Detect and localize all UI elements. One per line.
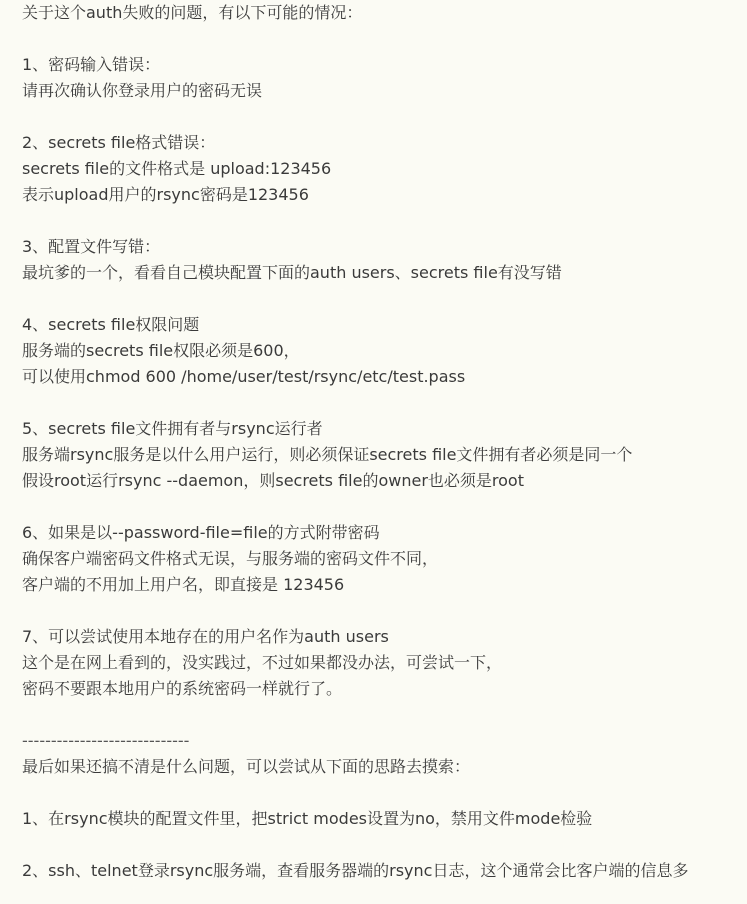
item-6-text-1: 确保客户端密码文件格式无误，与服务端的密码文件不同， <box>22 549 439 568</box>
document-body <box>22 0 744 884</box>
item-7-heading: 7、可以尝试使用本地存在的用户名作为auth users <box>22 627 389 646</box>
blank-line <box>22 286 744 312</box>
item-3-text: 最坑爹的一个，看看自己模块配置下面的auth users、secrets file有没写错 <box>22 263 562 282</box>
blank-line <box>22 702 744 728</box>
item-4-text-1: 服务端的secrets file权限必须是600， <box>22 341 300 360</box>
blank-line <box>22 598 744 624</box>
intro-text: 关于这个auth失败的问题，有以下可能的情况： <box>22 3 363 22</box>
item-6-text-2: 客户端的不用加上用户名，即直接是 123456 <box>22 575 345 594</box>
divider-dashes: ----------------------------- <box>22 731 190 750</box>
blank-line <box>22 832 744 858</box>
item-4-heading: 4、secrets file权限问题 <box>22 315 200 334</box>
troubleshoot-item-2: 2、ssh、telnet登录rsync服务端，查看服务器端的rsync日志，这个通常会比客户端的信息多 <box>22 861 689 880</box>
troubleshoot-intro: 最后如果还搞不清是什么问题，可以尝试从下面的思路去摸索： <box>22 757 471 776</box>
item-1-text: 请再次确认你登录用户的密码无误 <box>22 81 263 100</box>
item-5-text-1: 服务端rsync服务是以什么用户运行，则必须保证secrets file文件拥有者必须是同一个 <box>22 445 633 464</box>
blank-line <box>22 494 744 520</box>
item-5-heading: 5、secrets file文件拥有者与rsync运行者 <box>22 419 323 438</box>
item-2-text-1: secrets file的文件格式是 upload:123456 <box>22 159 332 178</box>
blank-line <box>22 390 744 416</box>
item-1-heading: 1、密码输入错误： <box>22 55 161 74</box>
troubleshoot-item-1: 1、在rsync模块的配置文件里，把strict modes设置为no，禁用文件mode检验 <box>22 809 593 828</box>
blank-line <box>22 208 744 234</box>
item-6-heading: 6、如果是以--password-file=file的方式附带密码 <box>22 523 380 542</box>
blank-line <box>22 26 744 52</box>
item-3-heading: 3、配置文件写错： <box>22 237 161 256</box>
item-5-text-2: 假设root运行rsync --daemon，则secrets file的owner也必须是root <box>22 471 524 490</box>
item-7-text-2: 密码不要跟本地用户的系统密码一样就行了。 <box>22 679 343 698</box>
item-2-text-2: 表示upload用户的rsync密码是123456 <box>22 185 309 204</box>
item-2-heading: 2、secrets file格式错误： <box>22 133 216 152</box>
blank-line <box>22 780 744 806</box>
blank-line <box>22 104 744 130</box>
item-4-text-2: 可以使用chmod 600 /home/user/test/rsync/etc/test.pass <box>22 367 466 386</box>
item-7-text-1: 这个是在网上看到的，没实践过，不过如果都没办法，可尝试一下， <box>22 653 503 672</box>
